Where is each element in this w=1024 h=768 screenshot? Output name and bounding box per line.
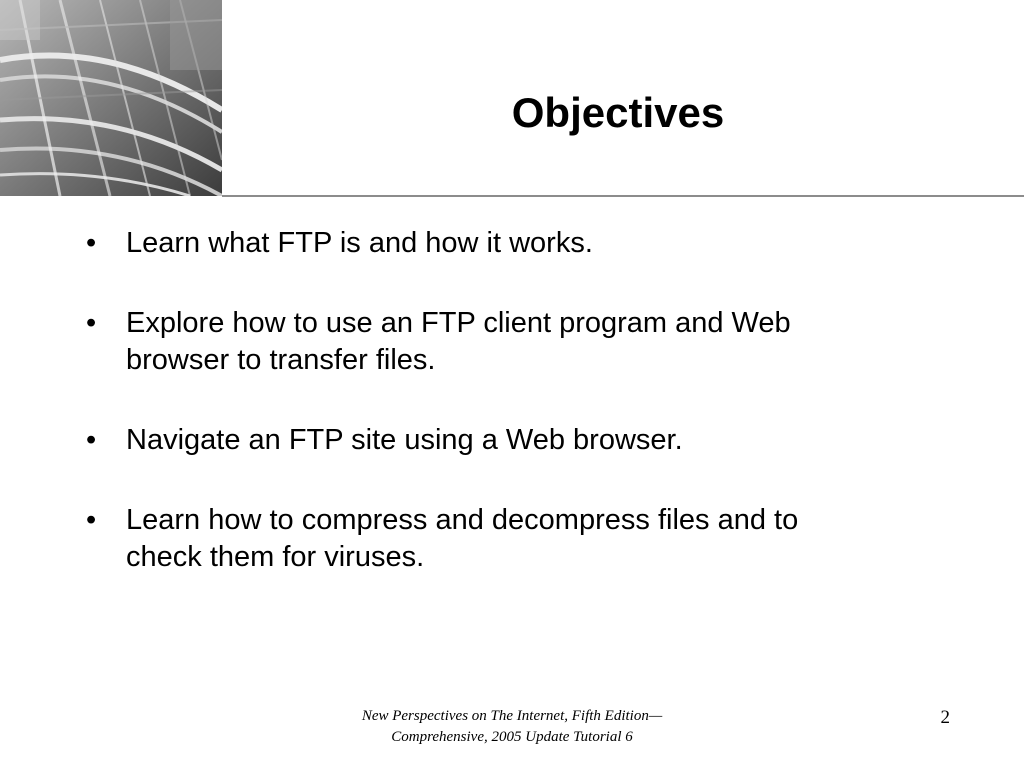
bullet-text-continuation: check them for viruses. (126, 541, 425, 573)
bullet-text: Learn how to compress and decompress files and to (126, 504, 799, 536)
bullet-icon: • (86, 504, 97, 536)
bullet-text: Explore how to use an FTP client program and Web (126, 307, 791, 339)
footer-citation (300, 706, 724, 748)
slide-title: Objectives (511, 89, 725, 136)
bullet-icon: • (86, 307, 97, 339)
bullet-icon: • (86, 424, 97, 456)
bullet-item (86, 502, 946, 576)
bullet-text: Navigate an FTP site using a Web browser. (126, 424, 683, 456)
page-number: 2 (940, 707, 950, 728)
bullet-icon: • (86, 227, 97, 259)
footer-line-2: Comprehensive, 2005 Update Tutorial 6 (391, 729, 633, 745)
bullet-item (86, 225, 946, 262)
bullet-text: Learn what FTP is and how it works. (126, 227, 593, 259)
bullet-item (86, 305, 946, 379)
bullet-item (86, 422, 946, 459)
header-divider (222, 195, 1024, 197)
objectives-list (86, 225, 946, 619)
header-architecture-image (0, 0, 222, 196)
footer-line-1: New Perspectives on The Internet, Fifth Edition— (361, 708, 663, 724)
bullet-text-continuation: browser to transfer files. (126, 344, 436, 376)
